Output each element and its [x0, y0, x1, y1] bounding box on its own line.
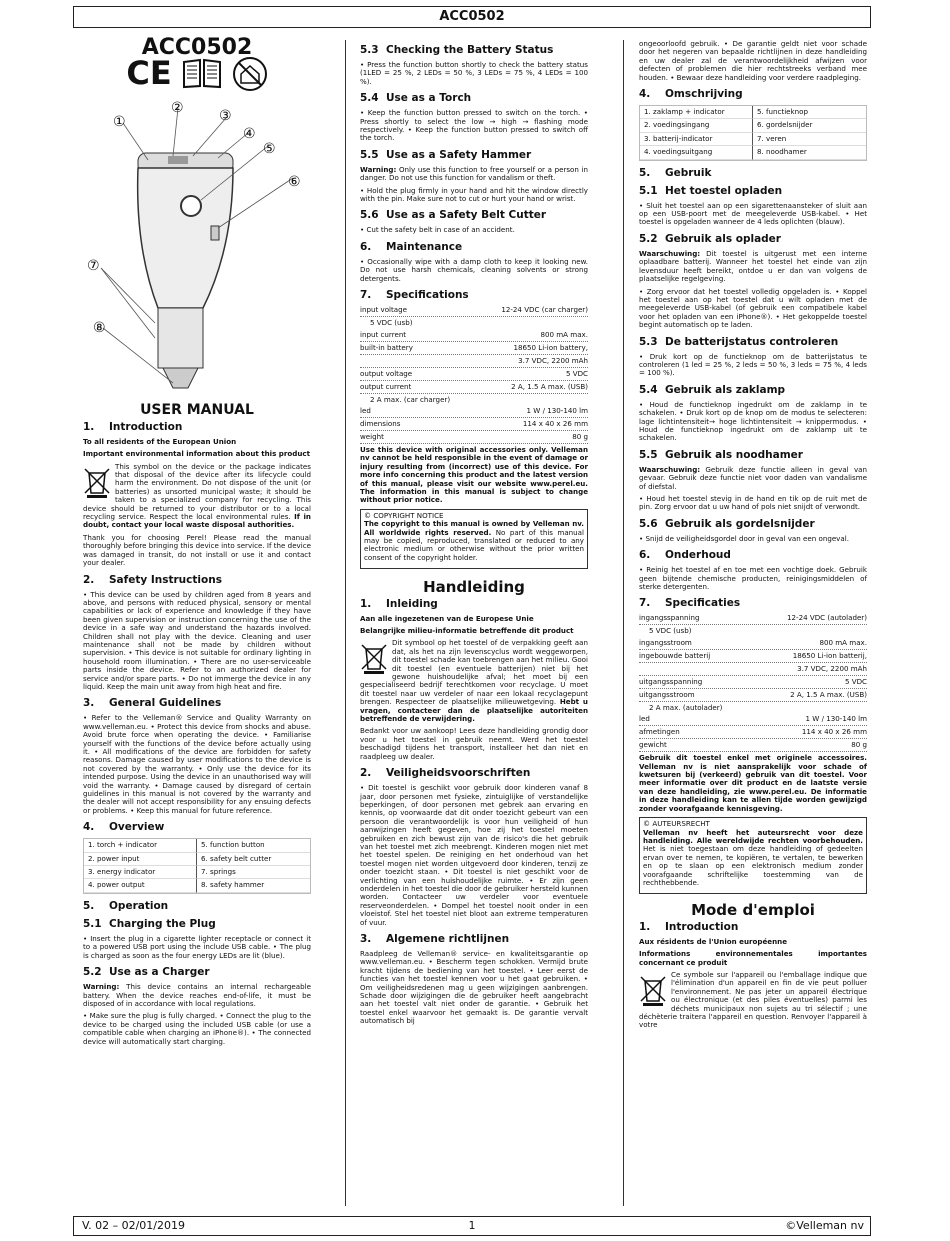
spec-row: output voltage 5 VDC	[360, 370, 588, 381]
overview-item: 6. safety belt cutter	[197, 853, 310, 866]
paragraph: • Houd de functieknop ingedrukt om de zaklamp in te schakelen. • Druk kort op de knop om de modus te selecteren: lage lichtintensiteit→ hoge lichtintensiteit → knippermodus. • Houd de functieknop ingedrukt om de zaklamp uit te schakelen.	[639, 399, 867, 443]
spec-extra: 2 A max. (autolader)	[649, 702, 723, 712]
paragraph: • This device can be used by children aged from 8 years and above, and persons with reduced physical, sensory or mental capabilities or lack of experience and knowledge if they have been given supervision or instruction concerning the use of the device in a safe way and understand the hazards involved. Children shall not play with the device. Cleaning and user maintenance shall not be made by children without supervision. • This device is not suitable for ordinary lighting in household room illumination. • There are no user-serviceable parts inside the device. Refer to an authorized dealer for service and/or spare parts. • Do not immerge the device in any liquid. Keep the main unit away from high heat and fire.	[83, 589, 311, 691]
callout-7: ⑦	[87, 258, 100, 275]
section-heading: 2. Safety Instructions	[83, 573, 222, 586]
section-heading: 1. Inleiding	[360, 597, 438, 610]
paragraph: Use this device with original accessories only. Velleman nv cannot be held responsible in the event of damage or injury resulting from (incorrect) use of this device. For more info concerning this product and the latest version of this manual, please visit our website www.perel.eu. The information in this manual is subject to change without prior notice.	[360, 444, 588, 505]
paragraph: • Keep the function button pressed to switch on the torch. • Press shortly to select the low → high → flashing mode respectively. • Keep the function button pressed to switch off the torch.	[360, 108, 588, 143]
overview-item: 3. energy indicator	[84, 866, 197, 879]
page-header	[73, 6, 871, 28]
indoor-use-only-icon	[232, 56, 268, 92]
read-manual-icon	[182, 56, 222, 90]
paragraph: • Zorg ervoor dat het toestel volledig opgeladen is. • Koppel het toestel aan op het toestel dat u wilt opladen met de meegeleverde USB-kabel (of gebruik een compatibele kabel voor het opladen van een iPhone®). • Het gekoppelde toestel begint automatisch op te laden.	[639, 286, 867, 330]
section-heading: 5.2 Gebruik als oplader	[639, 232, 781, 245]
section-heading: 1. Introduction	[639, 920, 739, 933]
spec-extra: 5 VDC (usb)	[370, 318, 413, 328]
spec-row: led 1 W / 130-140 lm	[639, 715, 867, 726]
paragraph: • Refer to the Velleman® Service and Quality Warranty on www.velleman.eu. • Protect this device from shocks and abuse. Avoid brute force when operating the device. • Familiarise yourself with the functions of the device before actually using it. • All modifications of the device are forbidden for safety reasons. Damage caused by user modifications to the device is not covered by the warranty. • Only use the device for its intended purpose. Using the device in an unauthorised way will void the warranty. • Damage caused by disregard of certain guidelines in this manual is not covered by the warranty and the dealer will not accept responsibility for any ensuing defects or problems. • Keep this manual for future reference.	[83, 713, 311, 815]
overview-item: 8. safety hammer	[197, 879, 310, 892]
section-heading: 5.6 Gebruik als gordelsnijder	[639, 517, 815, 530]
paragraph: • Make sure the plug is fully charged. • Connect the plug to the device to be charged using the included USB cable (or use a compatible cable when charging an iPhone®). • The connected device will automatically start charging.	[83, 1011, 311, 1046]
weee-disposal-icon	[360, 641, 388, 675]
spec-extra: 5 VDC (usb)	[649, 626, 692, 636]
overview-item: 1. torch + indicator	[84, 839, 197, 852]
paragraph: Waarschuwing: Dit toestel is uitgerust met een interne oplaadbare batterij. Wanneer het toestel het einde van zijn levensduur heeft bereikt, ontdoe u er dan van volgens de plaatselijke regelgeving.	[639, 248, 867, 284]
overview-item: 4. power output	[84, 879, 197, 892]
footer-copyright: ©Velleman nv	[785, 1219, 864, 1232]
spec-row: dimensions 114 x 40 x 26 mm	[360, 420, 588, 431]
overview-item: 8. noodhamer	[753, 146, 866, 159]
spec-row: output current 2 A, 1.5 A max. (USB)	[360, 383, 588, 394]
spec-row: weight 80 g	[360, 433, 588, 444]
section-heading: 3. General Guidelines	[83, 697, 222, 710]
section-heading: 5.6 Use as a Safety Belt Cutter	[360, 209, 547, 222]
spec-row: uitgangsstroom 2 A, 1.5 A max. (USB)	[639, 691, 867, 702]
paragraph: • Cut the safety belt in case of an accident.	[360, 225, 515, 235]
specs-table	[639, 614, 867, 752]
copyright-title: © AUTEURSRECHT	[643, 819, 710, 829]
paragraph: Raadpleeg de Velleman® service- en kwaliteitsgarantie op www.velleman.eu. • Bescherm tegen schokken. Vermijd brute kracht tijdens de bediening van het toestel. • Leer eerst de functies van het toestel kennen voor u het gaat gebruiken. • Om veiligheidsredenen mag u geen wijzigingen aanbrengen. Schade door wijzigingen die de gebruiker heeft aangebracht aan het toestel valt niet onder de garantie. • Gebruik het toestel enkel waarvoor het gemaakt is. De garantie vervalt automatisch bij	[360, 949, 588, 1026]
spec-row: gewicht 80 g	[639, 741, 867, 752]
spec-row: input voltage 12-24 VDC (car charger)	[360, 306, 588, 317]
product-title: ACC0502	[141, 35, 253, 60]
spec-row: 3.7 VDC, 2200 mAh	[639, 665, 867, 676]
callout-3: ③	[219, 108, 232, 125]
overview-item: 2. voedingsingang	[640, 119, 753, 132]
column-divider	[345, 40, 346, 1206]
spec-row: 3.7 VDC, 2200 mAh	[360, 357, 588, 368]
spec-extra: 2 A max. (car charger)	[370, 394, 451, 404]
overview-item: 7. veren	[753, 133, 866, 146]
section-heading: 7. Specifications	[360, 289, 469, 302]
paragraph: Waarschuwing: Gebruik deze functie alleen in geval van gevaar. Gebruik deze functie niet voor daden van vandalisme of diefstal.	[639, 464, 867, 491]
paragraph: This symbol on the device or the package indicates that disposal of the device after its lifecycle could harm the environment. Do not dispose of the unit (or batteries) as unsorted municipal waste; it should be taken to a specialized company for recycling. This device should be returned to your distributor or to a local recycling service. Respect the local environmental rules. If in doubt, contact your local waste disposal authorities.	[83, 461, 311, 530]
spec-row: built-in battery 18650 Li-ion battery,	[360, 344, 588, 355]
dutch-manual-title: Handleiding	[423, 578, 525, 597]
copyright-title: © COPYRIGHT NOTICE	[364, 510, 444, 520]
paragraph: • Sluit het toestel aan op een sigarettenaansteker of sluit aan op een USB-poort met de meegeleverde USB-kabel. • Het toestel is opgeladen wanneer de 4 leds oplichten (blauw).	[639, 200, 867, 227]
overview-item: 4. voedingsuitgang	[640, 146, 753, 159]
paragraph: Aan alle ingezetenen van de Europese Unie	[360, 613, 534, 623]
certification-icons	[83, 56, 311, 92]
column-divider	[623, 40, 624, 1206]
overview-item: 5. functieknop	[753, 106, 866, 119]
paragraph: • Dit toestel is geschikt voor gebruik door kinderen vanaf 8 jaar, door personen met fysieke, zintuiglijke of verstandelijke beperkingen, of door personen met gebrek aan ervaring en kennis, op voorwaarde dat dit onder toezicht gebeurt van een persoon die verantwoordelijk is voor hun veiligheid of hun aanwijzingen heeft gegeven, hoe zij het toestel moeten gebruiken en zich bewust zijn van de risico's die het gebruik van het toestel met zich meebrengt. Kinderen mogen niet met het toestel spelen. De reiniging en het onderhoud van het toestel mogen niet worden uitgevoerd door kinderen, tenzij ze onder toezicht staan. • Dit toestel is niet geschikt voor de verlichting van een huishoudelijke ruimte. • Er zijn geen onderdelen in het toestel die door de gebruiker hersteld kunnen worden. Contacteer uw verdeler voor eventuele reserveonderdelen. • Dompel het toestel nooit onder in een vloeistof. Stel het toestel niet bloot aan extreme temperaturen of vuur.	[360, 783, 588, 927]
specs-table	[360, 306, 588, 444]
page-footer	[73, 1216, 871, 1236]
section-heading: 4. Omschrijving	[639, 88, 743, 101]
column-dutch-french	[639, 40, 867, 1034]
overview-item: 6. gordelsnijder	[753, 119, 866, 132]
spec-row: uitgangsspanning 5 VDC	[639, 678, 867, 689]
paragraph: • Snijd de veiligheidsgordel door in geval van een ongeval.	[639, 533, 849, 543]
section-heading: 5.2 Use as a Charger	[83, 966, 210, 979]
paragraph: Gebruik dit toestel enkel met originele accessoires. Velleman nv is niet aansprakelijk voor schade of kwetsuren bij (verkeerd) gebruik van dit toestel. Voor meer informatie over dit product en de laatste versie van deze handleiding, zie www.perel.eu. De informatie in deze handleiding kan te allen tijde worden gewijzigd zonder voorafgaande kennisgeving.	[639, 753, 867, 813]
paragraph: Warning: Only use this function to free yourself or a person in danger. Do not use this function for vandalism or theft.	[360, 164, 588, 183]
spec-row: ingangsstroom 800 mA max.	[639, 639, 867, 650]
paragraph: Important environmental information about this product	[83, 449, 310, 459]
section-heading: 6. Onderhoud	[639, 549, 731, 562]
section-heading: 5.4 Gebruik als zaklamp	[639, 383, 786, 396]
callout-5: ⑤	[263, 141, 276, 158]
spec-row: led 1 W / 130-140 lm	[360, 407, 588, 418]
section-heading: 5. Gebruik	[639, 166, 712, 179]
section-heading: 5.4 Use as a Torch	[360, 92, 472, 105]
copyright-notice	[360, 509, 588, 569]
section-heading: 1. Introduction	[83, 420, 183, 433]
weee-disposal-icon	[83, 465, 111, 499]
callout-6: ⑥	[288, 174, 301, 191]
spec-row: input current 800 mA max.	[360, 331, 588, 342]
section-heading: 5.5 Use as a Safety Hammer	[360, 148, 532, 161]
callout-2: ②	[171, 100, 184, 117]
paragraph: Informations environnementales importantes concernant ce produit	[639, 949, 867, 967]
paragraph: • Hold the plug firmly in your hand and hit the window directly with the pin. Make sure not to cut or hurt your hand or wrist.	[360, 185, 588, 204]
paragraph: • Reinig het toestel af en toe met een vochtige doek. Gebruik geen bijtende chemische producten, reinigingsmiddelen of sterke detergenten.	[639, 565, 867, 592]
overview-item: 7. springs	[197, 866, 310, 879]
column-english-2	[360, 40, 588, 1030]
section-heading: 3. Algemene richtlijnen	[360, 933, 510, 945]
footer-page-number: 1	[468, 1219, 476, 1232]
paragraph: • Press the function button shortly to check the battery status (1LED = 25 %, 2 LEDs = 50 %, 3 LEDs = 75 %, 4 LEDs = 100 %).	[360, 60, 588, 86]
section-heading: 6. Maintenance	[360, 240, 463, 253]
section-heading: 5.5 Gebruik als noodhamer	[639, 448, 803, 461]
section-heading: 5. Operation	[83, 899, 169, 912]
paragraph: • Occasionally wipe with a damp cloth to keep it looking new. Do not use harsh chemicals, cleaning solvents or strong detergents.	[360, 256, 588, 283]
overview-item: 2. power input	[84, 853, 197, 866]
paragraph: • Insert the plug in a cigarette lighter receptacle or connect it to a powered USB port using the include USB cable. • The plug is charged as soon as the four energy LEDs are lit (blue).	[83, 933, 311, 960]
overview-table	[83, 838, 311, 894]
spec-row: ingebouwde batterij 18650 Li-ion batterij,	[639, 652, 867, 663]
paragraph: Dit symbool op het toestel of de verpakking geeft aan dat, als het na zijn levenscyclus wordt weggeworpen, dit toestel schade kan toebrengen aan het milieu. Gooi dit toestel (en eventuele batterijen) niet bij het gewone huishoudelijke afval; het moet bij een gespecialiseerd bedrijf terechtkomen voor recyclage. U moet dit toestel naar uw verdeler of naar een lokaal recyclagepunt brengen. Respecteer de plaatselijke milieuwetgeving. Hebt u vragen, contacteer dan de plaatselijke autoriteiten betreffende de verwijdering.	[360, 638, 588, 724]
footer-version: V. 02 – 02/01/2019	[82, 1219, 185, 1232]
paragraph: Ce symbole sur l'appareil ou l'emballage indique que l'élimination d'un appareil en fin de vie peut polluer l'environnement. Ne pas jeter un appareil électrique ou électronique (et des piles éventuelles) parmi les déchets municipaux non sujets au tri sélectif ; une déchèterie traitera l'appareil en question. Renvoyer l'appareil à votre	[639, 969, 867, 1030]
overview-item: 3. batterij-indicator	[640, 133, 753, 146]
spec-row: afmetingen 114 x 40 x 26 mm	[639, 728, 867, 739]
section-heading: 5.3 Checking the Battery Status	[360, 44, 554, 56]
overview-item: 5. function button	[197, 839, 310, 852]
section-heading: 7. Specificaties	[639, 597, 741, 610]
section-heading: 5.1 Het toestel opladen	[639, 184, 783, 197]
section-heading: 2. Veiligheidsvoorschriften	[360, 767, 531, 780]
paragraph: • Houd het toestel stevig in de hand en tik op de ruit met de pin. Zorg ervoor dat u uw hand of pols niet snijdt of verwondt.	[639, 494, 867, 512]
paragraph: The copyright to this manual is owned by Velleman nv. All worldwide rights reserved. No part of this manual may be copied, reproduced, translated or reduced to any electronic medium or otherwise without the prior written consent of the copyright holder.	[364, 519, 584, 562]
overview-item: 1. zaklamp + indicator	[640, 106, 753, 119]
paragraph: Aux résidents de l'Union européenne	[639, 936, 788, 946]
section-heading: 4. Overview	[83, 821, 165, 834]
paragraph: Belangrijke milieu-informatie betreffende dit product	[360, 626, 574, 635]
manual-title: USER MANUAL	[140, 402, 254, 419]
french-manual-title: Mode d'emploi	[691, 901, 815, 920]
paragraph: Bedankt voor uw aankoop! Lees deze handleiding grondig door voor u het toestel in gebruik neemt. Werd het toestel beschadigd tijdens het transport, installeer het dan niet en raadpleeg uw dealer.	[360, 726, 588, 761]
spec-row: ingangsspanning 12-24 VDC (autolader)	[639, 614, 867, 625]
callout-8: ⑧	[93, 320, 106, 337]
weee-disposal-icon	[639, 973, 667, 1007]
paragraph: Thank you for choosing Perel! Please read the manual thoroughly before bringing this device into service. If the device was damaged in transit, do not install or use it and contact your dealer.	[83, 532, 311, 568]
paragraph: To all residents of the European Union	[83, 436, 237, 446]
copyright-notice	[639, 817, 867, 894]
paragraph: • Druk kort op de functieknop om de batterijstatus te controleren (1 led = 25 %, 2 leds = 50 %, 3 leds = 75 %, 4 leds = 100 %).	[639, 351, 867, 378]
column-english-1	[83, 35, 311, 1050]
callout-1: ①	[113, 114, 126, 131]
callout-4: ④	[243, 126, 256, 143]
ce-mark-icon: CE	[126, 54, 172, 93]
paragraph: Warning: This device contains an internal rechargeable battery. When the device reaches end-of-life, it must be disposed of in accordance with local regulations.	[83, 982, 311, 1008]
header-title: ACC0502	[439, 9, 505, 24]
section-heading: 5.1 Charging the Plug	[83, 917, 216, 930]
paragraph: Velleman nv heeft het auteursrecht voor deze handleiding. Alle wereldwijde rechten voorbehouden. Het is niet toegestaan om deze handleiding of gedeelten ervan over te nemen, te kopiëren, te vertalen, te bewerken en op te slaan op een elektronisch medium zonder voorafgaande schriftelijke toestemming van de rechthebbende.	[643, 827, 863, 887]
section-heading: 5.3 De batterijstatus controleren	[639, 335, 839, 348]
overview-table	[639, 105, 867, 161]
paragraph: ongeoorloofd gebruik. • De garantie geldt niet voor schade door het negeren van bepaalde richtlijnen in deze handleiding en uw dealer zal de verantwoordelijkheid afwijzen voor defecten of problemen die hier rechtstreeks verband mee houden. • Bewaar deze handleiding voor verdere raadpleging.	[639, 39, 867, 82]
product-diagram	[83, 98, 311, 398]
